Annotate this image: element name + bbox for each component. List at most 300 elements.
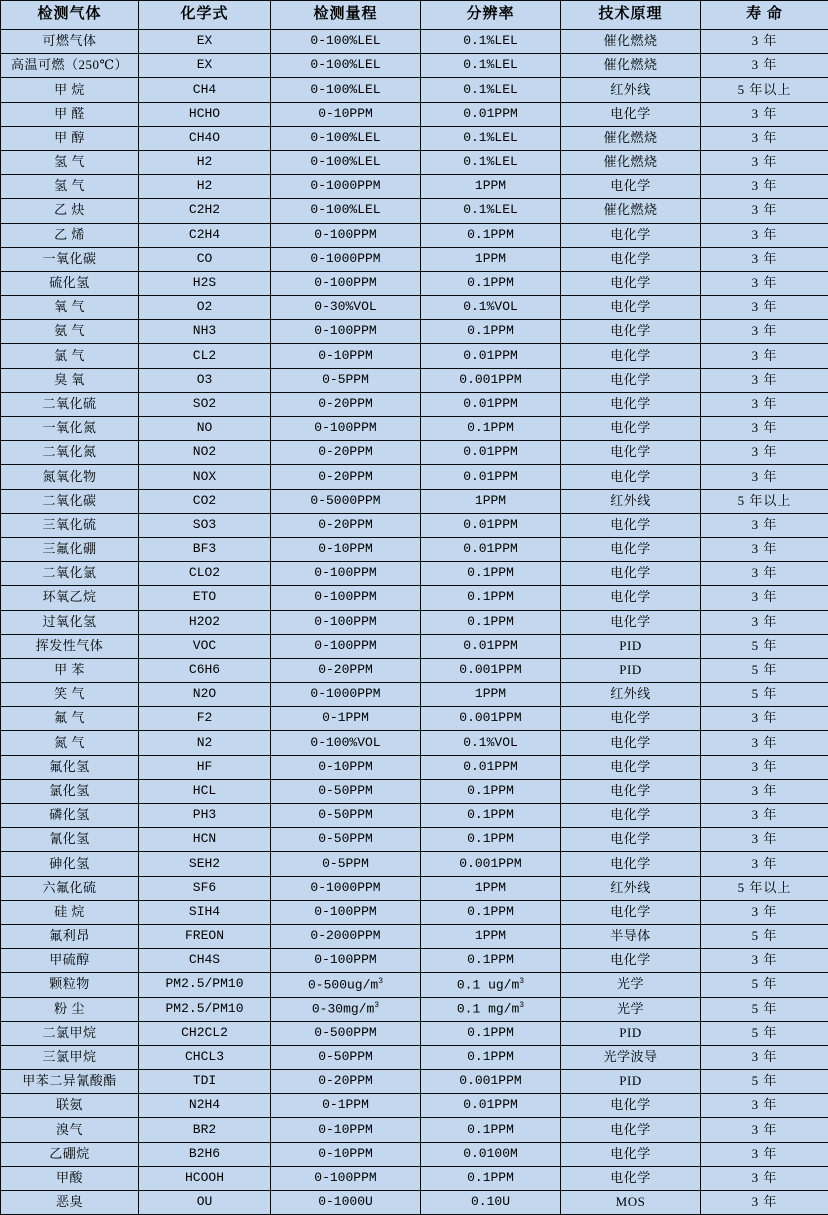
cell-detection-range: 0-100PPM — [271, 320, 421, 344]
cell-technology: 电化学 — [561, 465, 701, 489]
cell-lifespan: 3 年 — [701, 175, 828, 199]
cell-chemical-formula: C2H4 — [139, 223, 271, 247]
cell-detection-range: 0-20PPM — [271, 392, 421, 416]
cell-gas-name: 氮氧化物 — [1, 465, 139, 489]
cell-resolution: 0.01PPM — [421, 755, 561, 779]
cell-detection-range: 0-20PPM — [271, 441, 421, 465]
cell-resolution: 0.01PPM — [421, 513, 561, 537]
cell-technology: 催化燃烧 — [561, 30, 701, 54]
cell-gas-name: 二氧化氯 — [1, 562, 139, 586]
cell-detection-range: 0-2000PPM — [271, 924, 421, 948]
cell-resolution: 0.01PPM — [421, 441, 561, 465]
cell-detection-range: 0-5PPM — [271, 852, 421, 876]
cell-chemical-formula: FREON — [139, 924, 271, 948]
table-row — [1, 731, 828, 755]
cell-chemical-formula: VOC — [139, 634, 271, 658]
cell-chemical-formula: CH4S — [139, 949, 271, 973]
table-row — [1, 296, 828, 320]
cell-resolution: 1PPM — [421, 489, 561, 513]
cell-detection-range: 0-100PPM — [271, 610, 421, 634]
cell-gas-name: 三氟化硼 — [1, 537, 139, 561]
cell-technology: 电化学 — [561, 392, 701, 416]
cell-resolution: 0.01PPM — [421, 102, 561, 126]
table-row — [1, 1191, 828, 1215]
cell-chemical-formula: PM2.5/PM10 — [139, 973, 271, 997]
header-lifespan: 寿 命 — [701, 1, 828, 30]
cell-resolution: 0.1PPM — [421, 1118, 561, 1142]
cell-gas-name: 甲 醇 — [1, 126, 139, 150]
cell-gas-name: 磷化氢 — [1, 804, 139, 828]
cell-technology: 光学 — [561, 997, 701, 1021]
cell-resolution: 1PPM — [421, 247, 561, 271]
cell-gas-name: 三氯甲烷 — [1, 1045, 139, 1069]
cell-detection-range: 0-10PPM — [271, 1142, 421, 1166]
cell-resolution: 0.1PPM — [421, 949, 561, 973]
cell-gas-name: 甲 苯 — [1, 658, 139, 682]
cell-detection-range: 0-50PPM — [271, 828, 421, 852]
cell-technology: 电化学 — [561, 1118, 701, 1142]
cell-resolution: 0.1PPM — [421, 900, 561, 924]
cell-resolution: 0.1%LEL — [421, 126, 561, 150]
cell-technology: 电化学 — [561, 417, 701, 441]
cell-lifespan: 3 年 — [701, 54, 828, 78]
cell-technology: 红外线 — [561, 876, 701, 900]
cell-lifespan: 3 年 — [701, 417, 828, 441]
table-row — [1, 78, 828, 102]
cell-resolution: 0.1%LEL — [421, 150, 561, 174]
cell-technology: 电化学 — [561, 755, 701, 779]
cell-chemical-formula: CL2 — [139, 344, 271, 368]
cell-technology: 催化燃烧 — [561, 150, 701, 174]
table-row — [1, 513, 828, 537]
cell-resolution: 0.001PPM — [421, 658, 561, 682]
cell-detection-range: 0-10PPM — [271, 755, 421, 779]
cell-resolution: 0.1PPM — [421, 223, 561, 247]
table-row — [1, 1166, 828, 1190]
cell-lifespan: 3 年 — [701, 392, 828, 416]
cell-resolution: 0.1 $ug/m^3$ — [421, 973, 561, 997]
cell-lifespan: 3 年 — [701, 828, 828, 852]
cell-technology: 电化学 — [561, 368, 701, 392]
cell-resolution: 0.1PPM — [421, 1166, 561, 1190]
cell-technology: 光学波导 — [561, 1045, 701, 1069]
cell-technology: 电化学 — [561, 804, 701, 828]
cell-resolution: 0.1%LEL — [421, 30, 561, 54]
cell-lifespan: 3 年 — [701, 368, 828, 392]
cell-resolution: 0.1 $mg/m^3$ — [421, 997, 561, 1021]
cell-lifespan: 3 年 — [701, 586, 828, 610]
cell-lifespan: 3 年 — [701, 102, 828, 126]
table-row — [1, 973, 828, 997]
cell-chemical-formula: TDI — [139, 1070, 271, 1094]
cell-lifespan: 3 年 — [701, 296, 828, 320]
cell-gas-name: 粉 尘 — [1, 997, 139, 1021]
cell-detection-range: 0-1PPM — [271, 1094, 421, 1118]
cell-chemical-formula: NH3 — [139, 320, 271, 344]
cell-lifespan: 5 年 — [701, 658, 828, 682]
cell-chemical-formula: EX — [139, 30, 271, 54]
table-row — [1, 320, 828, 344]
cell-detection-range: 0-30%VOL — [271, 296, 421, 320]
cell-technology: 电化学 — [561, 271, 701, 295]
table-row — [1, 900, 828, 924]
cell-detection-range: 0-1000PPM — [271, 175, 421, 199]
cell-gas-name: 甲 醛 — [1, 102, 139, 126]
table-row — [1, 949, 828, 973]
cell-chemical-formula: CH2CL2 — [139, 1021, 271, 1045]
table-row — [1, 586, 828, 610]
table-row — [1, 392, 828, 416]
table-row — [1, 1094, 828, 1118]
cell-resolution: 0.1%LEL — [421, 78, 561, 102]
table-row — [1, 199, 828, 223]
header-chemical-formula: 化学式 — [139, 1, 271, 30]
table-row — [1, 344, 828, 368]
header-gas-name: 检测气体 — [1, 1, 139, 30]
table-row — [1, 30, 828, 54]
cell-chemical-formula: CO2 — [139, 489, 271, 513]
cell-detection-range: 0-100%LEL — [271, 78, 421, 102]
cell-detection-range: 0-100PPM — [271, 634, 421, 658]
table-row — [1, 223, 828, 247]
table-row — [1, 271, 828, 295]
cell-lifespan: 5 年 — [701, 924, 828, 948]
cell-resolution: 0.001PPM — [421, 368, 561, 392]
cell-lifespan: 3 年 — [701, 126, 828, 150]
cell-gas-name: 二氧化碳 — [1, 489, 139, 513]
table-row — [1, 562, 828, 586]
cell-gas-name: 联氨 — [1, 1094, 139, 1118]
cell-technology: 电化学 — [561, 1142, 701, 1166]
header-resolution: 分辨率 — [421, 1, 561, 30]
cell-lifespan: 3 年 — [701, 465, 828, 489]
cell-lifespan: 3 年 — [701, 949, 828, 973]
cell-resolution: 0.01PPM — [421, 634, 561, 658]
cell-chemical-formula: SO3 — [139, 513, 271, 537]
cell-gas-name: 一氧化氮 — [1, 417, 139, 441]
cell-gas-name: 六氟化硫 — [1, 876, 139, 900]
cell-technology: 红外线 — [561, 489, 701, 513]
table-row — [1, 1142, 828, 1166]
table-row — [1, 755, 828, 779]
cell-gas-name: 臭 氧 — [1, 368, 139, 392]
cell-detection-range: $0-30mg/m^3$ — [271, 997, 421, 1021]
cell-chemical-formula: HF — [139, 755, 271, 779]
cell-lifespan: 5 年 — [701, 683, 828, 707]
table-row — [1, 876, 828, 900]
cell-gas-name: 甲硫醇 — [1, 949, 139, 973]
cell-detection-range: 0-100%LEL — [271, 126, 421, 150]
cell-technology: 光学 — [561, 973, 701, 997]
cell-chemical-formula: NO — [139, 417, 271, 441]
cell-chemical-formula: N2 — [139, 731, 271, 755]
cell-gas-name: 氯 气 — [1, 344, 139, 368]
table-row — [1, 1118, 828, 1142]
cell-lifespan: 3 年 — [701, 1166, 828, 1190]
cell-technology: PID — [561, 658, 701, 682]
cell-resolution: 1PPM — [421, 683, 561, 707]
cell-detection-range: 0-1PPM — [271, 707, 421, 731]
cell-gas-name: 二氧化氮 — [1, 441, 139, 465]
cell-technology: 电化学 — [561, 296, 701, 320]
cell-lifespan: 3 年 — [701, 731, 828, 755]
cell-detection-range: 0-20PPM — [271, 513, 421, 537]
cell-resolution: 0.1%VOL — [421, 296, 561, 320]
cell-technology: 电化学 — [561, 707, 701, 731]
cell-gas-name: 乙硼烷 — [1, 1142, 139, 1166]
cell-lifespan: 3 年 — [701, 1142, 828, 1166]
cell-technology: PID — [561, 1070, 701, 1094]
cell-gas-name: 氟利昂 — [1, 924, 139, 948]
cell-lifespan: 3 年 — [701, 779, 828, 803]
table-body — [1, 30, 828, 1215]
cell-gas-name: 颗粒物 — [1, 973, 139, 997]
cell-resolution: 0.1PPM — [421, 562, 561, 586]
table-row — [1, 54, 828, 78]
cell-detection-range: 0-100%LEL — [271, 30, 421, 54]
cell-gas-name: 溴气 — [1, 1118, 139, 1142]
cell-gas-name: 恶臭 — [1, 1191, 139, 1215]
cell-lifespan: 3 年 — [701, 441, 828, 465]
cell-gas-name: 氟 气 — [1, 707, 139, 731]
cell-technology: 电化学 — [561, 320, 701, 344]
table-row — [1, 852, 828, 876]
cell-chemical-formula: CHCL3 — [139, 1045, 271, 1069]
cell-gas-name: 氢 气 — [1, 150, 139, 174]
cell-gas-name: 高温可燃（250℃） — [1, 54, 139, 78]
cell-detection-range: 0-5000PPM — [271, 489, 421, 513]
cell-chemical-formula: C6H6 — [139, 658, 271, 682]
cell-gas-name: 二氯甲烷 — [1, 1021, 139, 1045]
cell-lifespan: 3 年 — [701, 707, 828, 731]
table-row — [1, 683, 828, 707]
cell-lifespan: 3 年 — [701, 900, 828, 924]
cell-technology: 催化燃烧 — [561, 199, 701, 223]
cell-chemical-formula: NOX — [139, 465, 271, 489]
cell-resolution: 0.01PPM — [421, 537, 561, 561]
cell-lifespan: 3 年 — [701, 1045, 828, 1069]
cell-lifespan: 5 年 — [701, 634, 828, 658]
cell-chemical-formula: BF3 — [139, 537, 271, 561]
cell-gas-name: 氯化氢 — [1, 779, 139, 803]
cell-detection-range: 0-10PPM — [271, 344, 421, 368]
cell-gas-name: 甲苯二异氰酸酯 — [1, 1070, 139, 1094]
cell-detection-range: 0-100PPM — [271, 271, 421, 295]
table-row — [1, 537, 828, 561]
cell-technology: 电化学 — [561, 344, 701, 368]
table-row — [1, 175, 828, 199]
cell-lifespan: 3 年 — [701, 344, 828, 368]
cell-gas-name: 氟化氢 — [1, 755, 139, 779]
cell-technology: 电化学 — [561, 441, 701, 465]
cell-resolution: 1PPM — [421, 924, 561, 948]
cell-detection-range: 0-100%LEL — [271, 199, 421, 223]
cell-chemical-formula: O3 — [139, 368, 271, 392]
cell-gas-name: 乙 炔 — [1, 199, 139, 223]
cell-gas-name: 甲 烷 — [1, 78, 139, 102]
cell-chemical-formula: H2O2 — [139, 610, 271, 634]
cell-chemical-formula: CH4 — [139, 78, 271, 102]
header-technology: 技术原理 — [561, 1, 701, 30]
cell-detection-range: 0-20PPM — [271, 1070, 421, 1094]
cell-lifespan: 3 年 — [701, 1094, 828, 1118]
cell-chemical-formula: PH3 — [139, 804, 271, 828]
cell-chemical-formula: HCOOH — [139, 1166, 271, 1190]
cell-technology: 电化学 — [561, 949, 701, 973]
cell-chemical-formula: H2 — [139, 175, 271, 199]
cell-lifespan: 5 年 — [701, 1021, 828, 1045]
cell-chemical-formula: PM2.5/PM10 — [139, 997, 271, 1021]
cell-technology: 电化学 — [561, 247, 701, 271]
table-row — [1, 126, 828, 150]
cell-lifespan: 3 年 — [701, 562, 828, 586]
table-row — [1, 417, 828, 441]
cell-chemical-formula: H2S — [139, 271, 271, 295]
cell-chemical-formula: N2O — [139, 683, 271, 707]
cell-detection-range: 0-100%LEL — [271, 150, 421, 174]
cell-gas-name: 氨 气 — [1, 320, 139, 344]
table-row — [1, 779, 828, 803]
table-row — [1, 1045, 828, 1069]
cell-lifespan: 3 年 — [701, 852, 828, 876]
cell-technology: 催化燃烧 — [561, 126, 701, 150]
cell-chemical-formula: HCHO — [139, 102, 271, 126]
cell-resolution: 0.01PPM — [421, 465, 561, 489]
table-row — [1, 368, 828, 392]
cell-chemical-formula: HCN — [139, 828, 271, 852]
cell-lifespan: 3 年 — [701, 271, 828, 295]
cell-technology: 电化学 — [561, 562, 701, 586]
cell-chemical-formula: B2H6 — [139, 1142, 271, 1166]
cell-gas-name: 挥发性气体 — [1, 634, 139, 658]
table-row — [1, 707, 828, 731]
cell-chemical-formula: SIH4 — [139, 900, 271, 924]
cell-gas-name: 氰化氢 — [1, 828, 139, 852]
cell-resolution: 0.1PPM — [421, 271, 561, 295]
cell-technology: 电化学 — [561, 828, 701, 852]
table-row — [1, 489, 828, 513]
cell-resolution: 0.1PPM — [421, 417, 561, 441]
cell-chemical-formula: ETO — [139, 586, 271, 610]
cell-chemical-formula: C2H2 — [139, 199, 271, 223]
cell-lifespan: 5 年以上 — [701, 876, 828, 900]
cell-resolution: 0.0100M — [421, 1142, 561, 1166]
cell-resolution: 0.1PPM — [421, 779, 561, 803]
cell-resolution: 1PPM — [421, 876, 561, 900]
cell-gas-name: 乙 烯 — [1, 223, 139, 247]
cell-gas-name: 一氧化碳 — [1, 247, 139, 271]
cell-lifespan: 5 年 — [701, 973, 828, 997]
table-row — [1, 997, 828, 1021]
cell-gas-name: 氢 气 — [1, 175, 139, 199]
cell-resolution: 1PPM — [421, 175, 561, 199]
cell-chemical-formula: OU — [139, 1191, 271, 1215]
cell-detection-range: 0-100PPM — [271, 223, 421, 247]
cell-technology: PID — [561, 634, 701, 658]
cell-lifespan: 3 年 — [701, 1191, 828, 1215]
cell-resolution: 0.1%LEL — [421, 199, 561, 223]
cell-chemical-formula: O2 — [139, 296, 271, 320]
cell-technology: 电化学 — [561, 513, 701, 537]
cell-resolution: 0.10U — [421, 1191, 561, 1215]
cell-lifespan: 5 年以上 — [701, 489, 828, 513]
cell-detection-range: 0-500PPM — [271, 1021, 421, 1045]
cell-gas-name: 砷化氢 — [1, 852, 139, 876]
cell-detection-range: 0-100PPM — [271, 562, 421, 586]
cell-chemical-formula: F2 — [139, 707, 271, 731]
cell-detection-range: 0-100PPM — [271, 417, 421, 441]
cell-chemical-formula: N2H4 — [139, 1094, 271, 1118]
cell-gas-name: 硅 烷 — [1, 900, 139, 924]
cell-lifespan: 3 年 — [701, 1118, 828, 1142]
cell-chemical-formula: SO2 — [139, 392, 271, 416]
cell-detection-range: 0-10PPM — [271, 102, 421, 126]
cell-technology: 电化学 — [561, 102, 701, 126]
cell-chemical-formula: HCL — [139, 779, 271, 803]
table-header — [1, 1, 828, 30]
cell-resolution: 0.01PPM — [421, 344, 561, 368]
table-row — [1, 441, 828, 465]
cell-lifespan: 3 年 — [701, 513, 828, 537]
cell-technology: 电化学 — [561, 1166, 701, 1190]
table-row — [1, 828, 828, 852]
cell-gas-name: 可燃气体 — [1, 30, 139, 54]
cell-detection-range: 0-1000U — [271, 1191, 421, 1215]
cell-chemical-formula: SF6 — [139, 876, 271, 900]
cell-technology: 电化学 — [561, 223, 701, 247]
cell-lifespan: 3 年 — [701, 537, 828, 561]
cell-chemical-formula: NO2 — [139, 441, 271, 465]
cell-detection-range: 0-1000PPM — [271, 876, 421, 900]
cell-technology: 电化学 — [561, 900, 701, 924]
cell-technology: MOS — [561, 1191, 701, 1215]
table-row — [1, 924, 828, 948]
cell-chemical-formula: BR2 — [139, 1118, 271, 1142]
cell-resolution: 0.1PPM — [421, 828, 561, 852]
cell-detection-range: 0-20PPM — [271, 465, 421, 489]
cell-technology: 电化学 — [561, 175, 701, 199]
table-row — [1, 610, 828, 634]
cell-technology: 红外线 — [561, 78, 701, 102]
cell-technology: 电化学 — [561, 1094, 701, 1118]
cell-lifespan: 3 年 — [701, 247, 828, 271]
cell-resolution: 0.001PPM — [421, 707, 561, 731]
cell-technology: 电化学 — [561, 610, 701, 634]
cell-lifespan: 5 年 — [701, 997, 828, 1021]
cell-resolution: 0.1PPM — [421, 1045, 561, 1069]
table-row — [1, 247, 828, 271]
cell-resolution: 0.1PPM — [421, 586, 561, 610]
table-row — [1, 804, 828, 828]
cell-gas-name: 硫化氢 — [1, 271, 139, 295]
cell-chemical-formula: CO — [139, 247, 271, 271]
table-row — [1, 658, 828, 682]
cell-lifespan: 3 年 — [701, 30, 828, 54]
cell-resolution: 0.001PPM — [421, 1070, 561, 1094]
cell-detection-range: 0-50PPM — [271, 779, 421, 803]
cell-resolution: 0.01PPM — [421, 392, 561, 416]
cell-gas-name: 氮 气 — [1, 731, 139, 755]
cell-gas-name: 甲酸 — [1, 1166, 139, 1190]
cell-detection-range: 0-100PPM — [271, 949, 421, 973]
cell-technology: 电化学 — [561, 779, 701, 803]
cell-detection-range: 0-50PPM — [271, 804, 421, 828]
cell-gas-name: 过氧化氢 — [1, 610, 139, 634]
cell-detection-range: 0-5PPM — [271, 368, 421, 392]
cell-chemical-formula: H2 — [139, 150, 271, 174]
cell-technology: 电化学 — [561, 586, 701, 610]
cell-detection-range: 0-1000PPM — [271, 683, 421, 707]
